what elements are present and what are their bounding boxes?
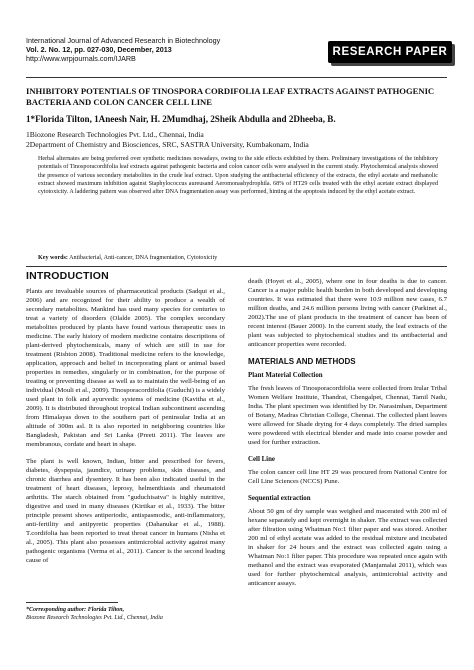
journal-url[interactable]: http://www.wrpjournals.com/IJARB <box>26 54 136 64</box>
affiliation-2: 2Department of Chemistry and Biosciences, SRC, SASTRA University, Kumbakonam, India <box>26 139 309 149</box>
extraction-text: About 50 gm of dry sample was weighed and macerated with 200 ml of hexane separately and kept overnight in shaker. The extract was collected after filtration using Whatman No:1 filter paper and was stored. Another 200 ml of ethyl acetate was added to the residual mixture and incubated in shaker for 24 hours and the extract was collected again using a Whatman No:1 filter paper. This procedure was repeated once again with methanol and the extract was evaporated (Manjamalai 2011), which was used for further phytochemical analysis, antimicrobial activity and anticancer assays. <box>248 508 447 587</box>
research-paper-badge <box>328 41 452 63</box>
keywords-label: Key words: <box>38 255 68 261</box>
author-list: 1*Florida Tilton, 1Aneesh Nair, H. 2Mumdhaj, 2Sheik Abdulla and 2Dheeba, B. <box>26 114 336 124</box>
journal-name: International Journal of Advanced Research in Biotechnology <box>26 36 221 45</box>
journal-header <box>26 36 220 64</box>
keywords <box>38 255 438 261</box>
volume-info: Vol. 2. No. 12, pp. 027-030, December, 2013 <box>26 45 172 55</box>
methods-heading: MATERIALS AND METHODS <box>248 357 356 366</box>
cell-line-text: The colon cancer cell line HT 29 was procured from National Centre for Cell Line Sciences (NCCS) Pune. <box>248 469 447 485</box>
intro-paragraph-3: death (Hoyet et al., 2005), where one in four deaths is due to cancer. Cancer is a major public health burden in both developed and developing countries. It was estimated that there were 10.9 million new cases, 6.7 million deaths, and 24.6 million persons living with cancer (Parkinet al., 2002).The use of plant products in the treatment of cancer has been of recent interest (Bauer 2000). In the current study, the leaf extracts of the plant was subjected to phytochemical studies and its antibacterial and anticancer properties were recorded. <box>248 278 447 348</box>
left-column <box>26 272 225 573</box>
extraction-heading: Sequential extraction <box>248 495 311 502</box>
corresponding-org: Biozone Research Technologies Pvt. Ltd., Chennai, India <box>26 615 163 621</box>
corresponding-label: *Corresponding author: <box>26 607 87 613</box>
article-title: INHIBITORY POTENTIALS OF TINOSPORA CORDIFOLIA LEAF EXTRACTS AGAINST PATHOGENIC BACTERIA AND COLON CANCER CELL LINE <box>26 86 435 107</box>
plant-collection-text: The fresh leaves of Tinosporacordifolia were collected from Irular Tribal Women Welfare Institute, Thandrai, Chengalpet, Chennai, Tamil Nadu, India. The plant specimen was identified by Dr. Narasimhan, Department of Botany, Madras Christian College, Chennai. The collected plant leaves were allowed for Shade drying for 4 days completely. The dried samples were powdered with electrical blender and made into coarse powder and used for further extraction. <box>248 385 447 446</box>
plant-collection-heading: Plant Material Collection <box>248 372 323 379</box>
affiliations <box>26 130 447 150</box>
abstract: Herbal alternates are being preferred over synthetic medicines nowadays, owing to the side effects exhibited by them. Preliminary investigations of the inhibitory potentials of Tinosporacordifolia leaf extracts against pathogenic bacteria and colon cancer cells were analysed in the current study. Phytochemical analysis showed the presence of various secondary metabolites in the crude leaf extract. Upon studying the antibacterial efficiency of the extracts, the ethyl acetate and methanolic extract showed maximum inhibition against Staphylococcus aureusand Aeromonashydrophila. 68% of HT29 cells treated with the ethyl acetate extract displayed cytotoxicity. A laddering pattern was observed after DNA fragmentation assay was performed, hinting at the apoptosis induced by the ethyl acetate extract. <box>38 156 438 196</box>
right-column <box>248 277 447 596</box>
abstract-divider <box>26 266 447 267</box>
intro-paragraph-1: Plants are invaluable sources of pharmaceutical products (Sadqui et al., 2006) and are recognized for their ability to produce a wealth of secondary metabolites. Mankind has used many species for centuries to treat a variety of disorders (Olalde 2005). The complex secondary metabolites produced by plants have found various therapeutic uses in medicine. The early history of modern medicine contains descriptions of plant-derived phytochemicals, many of which are still in use for treatment (Rishton 2008). Traditional medicine refers to the knowledge, application, approach and belief in incorporating plant or animal based properties in remedies, singularly or in combination, for the purpose of treating or preventing disease as well as to maintain the well-being of an individual (Mouli et al., 2009). Tinosporacordifolia (Guduchi) is a widely used plant in folk and ayurvedic systems of medicine (Kavitha et al., 2009). It is distributed throughout tropical Indian subcontinent ascending from Himalayas down to the southern part of peninsular India at an altitude of 300m asl. It is also reported in neighboring countries like Bangladesh, Pakistan and Sri Lanka (Preeti 2011). The leaves are membranous, cordate and heart in shape. <box>26 288 225 448</box>
affiliation-1: 1Biozone Research Technologies Pvt. Ltd., Chennai, India <box>26 130 204 139</box>
keywords-list: Antibacterial, Anti-cancer, DNA fragmentation, Cytotoxicity <box>69 255 218 261</box>
footnote-divider <box>26 602 118 603</box>
corresponding-author-footnote <box>26 606 163 622</box>
intro-paragraph-2: The plant is well known, Indian, bitter and prescribed for fevers, diabetes, dyspepsia, jaundice, urinary problems, skin diseases, and chronic diarrhea and dysentery. It has been also indicated useful in the treatment of heart diseases, leprosy, helmenthiasis and rheumatoid arthritis. The starch obtained from "guduchisatva" is highly nutritive, digestive and used in many diseases (Kirtikar et al., 1933). The bitter principle present shows antiperiodic, antispasmodic, anti-inflammatory, anti-fertility and antipyretic properties (Dahanukar et al., 1988). T.cordifolia has been reported to treat throat cancer in humans (Nisha et al., 2005). This plant also possesses antimicrobial activity against many pathogenic organisms (Verma et al., 2011). Cancer is the second leading cause of <box>26 458 225 564</box>
introduction-heading: INTRODUCTION <box>26 270 109 282</box>
cell-line-heading: Cell Line <box>248 456 275 463</box>
corresponding-name: Florida Tilton, <box>87 607 125 613</box>
header-divider <box>26 77 447 78</box>
badge-label: RESEARCH PAPER <box>332 46 448 58</box>
